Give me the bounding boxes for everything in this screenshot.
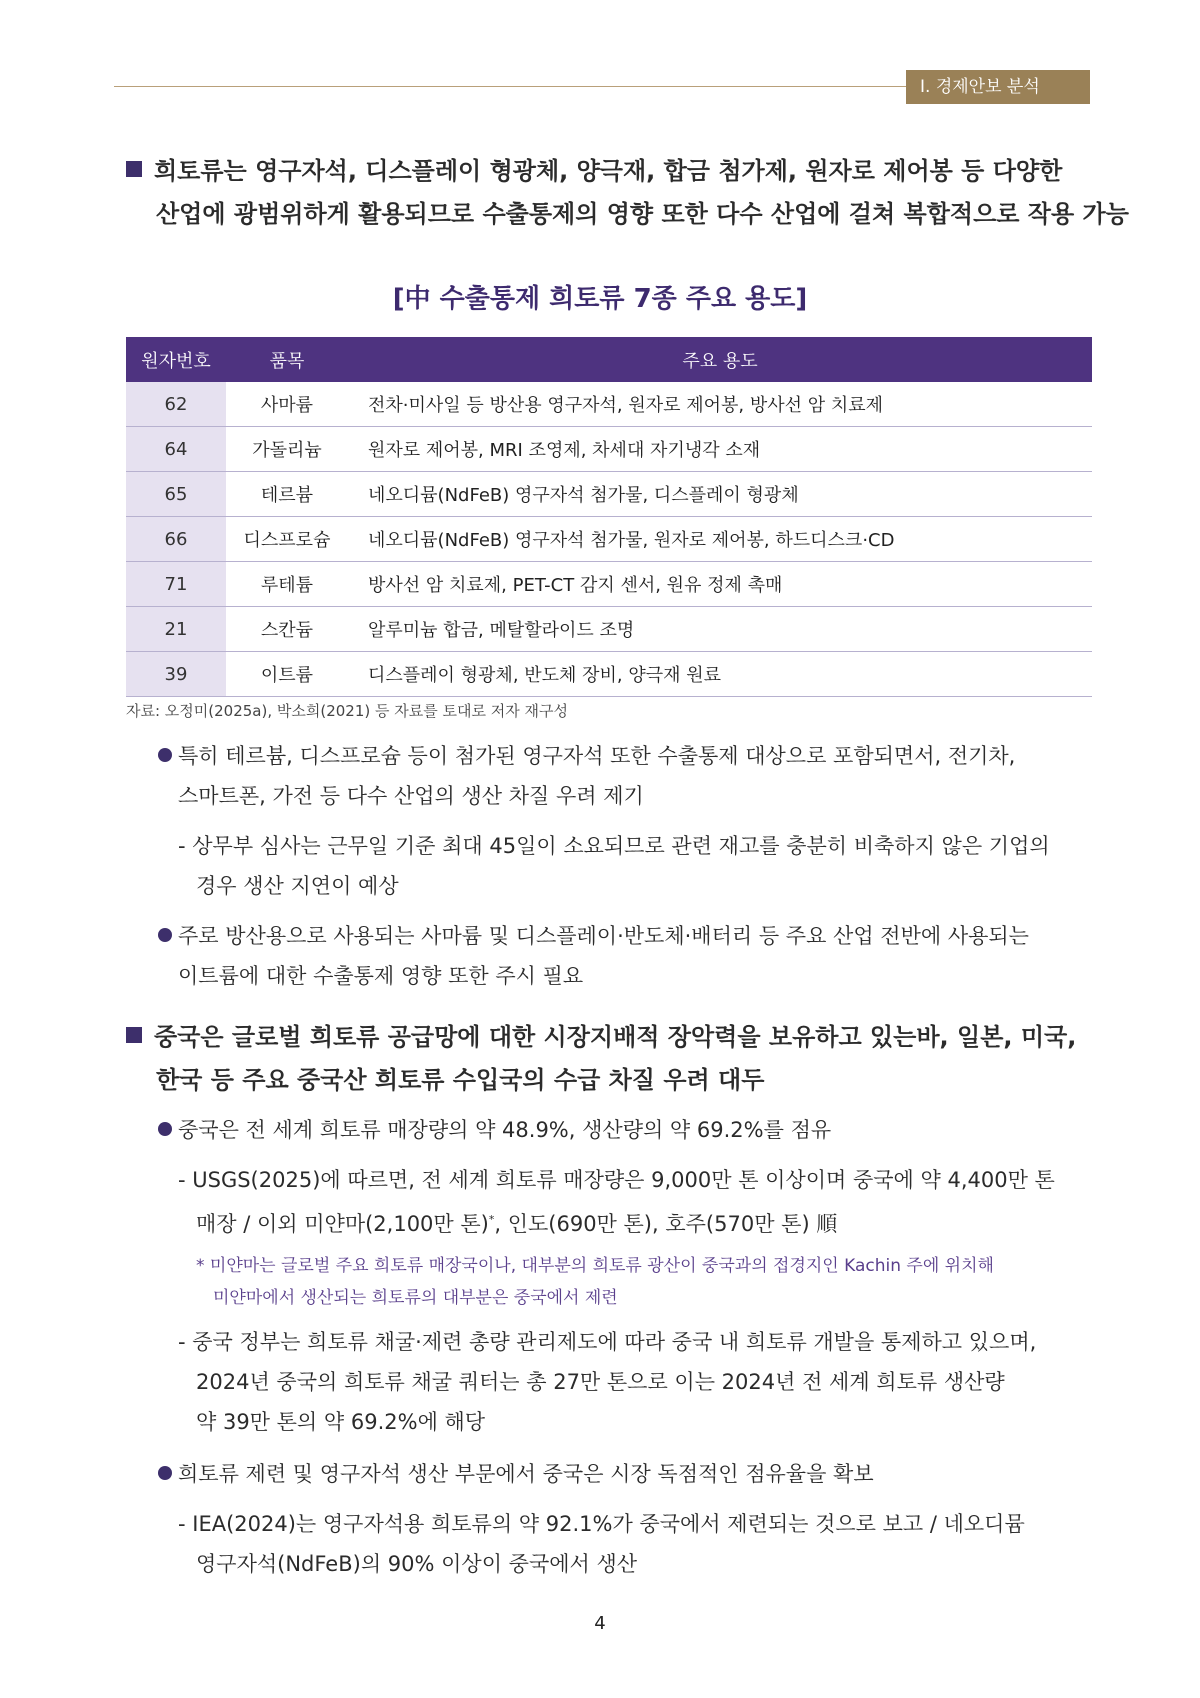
section-heading-1 bbox=[126, 150, 1129, 236]
section-heading-2-line1: 중국은 글로벌 희토류 공급망에 대한 시장지배적 장악력을 보유하고 있는바, 일본, 미국, bbox=[154, 1023, 1077, 1051]
cell-item: 사마륨 bbox=[226, 382, 348, 427]
footnote-marker: * bbox=[488, 1213, 495, 1226]
table-row bbox=[126, 382, 1092, 427]
table-row bbox=[126, 472, 1092, 517]
footnote bbox=[196, 1250, 1094, 1314]
cell-use: 알루미늄 합금, 메탈할라이드 조명 bbox=[348, 607, 1092, 652]
cell-use: 네오디뮴(NdFeB) 영구자석 첨가물, 원자로 제어봉, 하드디스크·CD bbox=[348, 517, 1092, 562]
section-heading-2-line2: 한국 등 주요 중국산 희토류 수입국의 수급 차질 우려 대두 bbox=[156, 1066, 765, 1094]
bullet-text-cont: 이트륨에 대한 수출통제 영향 또한 주시 필요 bbox=[178, 964, 584, 988]
bullet-text: 주로 방산용으로 사용되는 사마륨 및 디스플레이·반도체·배터리 등 주요 산업 전반에 사용되는 bbox=[178, 924, 1029, 948]
footnote-text-cont: 미얀마에서 생산되는 희토류의 대부분은 중국에서 제련 bbox=[213, 1288, 618, 1308]
table-source-note: 자료: 오정미(2025a), 박소희(2021) 등 자료를 토대로 저자 재구성 bbox=[126, 702, 568, 720]
table-row bbox=[126, 517, 1092, 562]
rare-earth-table bbox=[126, 337, 1092, 697]
cell-atomic-number: 64 bbox=[126, 427, 226, 472]
cell-atomic-number: 62 bbox=[126, 382, 226, 427]
header-main-use: 주요 용도 bbox=[348, 337, 1092, 382]
dash-item bbox=[178, 1322, 1094, 1442]
bullet-item bbox=[158, 916, 1094, 996]
page-number: 4 bbox=[594, 1613, 606, 1634]
square-bullet-icon bbox=[126, 161, 142, 177]
bullet-item bbox=[158, 1110, 1094, 1150]
bullet-text: 특히 테르븀, 디스프로슘 등이 첨가된 영구자석 또한 수출통제 대상으로 포함되면서, 전기차, bbox=[178, 744, 1016, 768]
cell-item: 디스프로슘 bbox=[226, 517, 348, 562]
cell-item: 스칸듐 bbox=[226, 607, 348, 652]
cell-item: 루테튬 bbox=[226, 562, 348, 607]
bullet-text: 희토류 제련 및 영구자석 생산 부문에서 중국은 시장 독점적인 점유율을 확보 bbox=[178, 1462, 874, 1486]
cell-use: 원자로 제어봉, MRI 조영제, 차세대 자기냉각 소재 bbox=[348, 427, 1092, 472]
cell-item: 이트륨 bbox=[226, 652, 348, 697]
bullet-dot-icon bbox=[158, 1466, 172, 1480]
cell-use: 방사선 암 치료제, PET-CT 감지 센서, 원유 정제 촉매 bbox=[348, 562, 1092, 607]
cell-atomic-number: 66 bbox=[126, 517, 226, 562]
bullet-dot-icon bbox=[158, 928, 172, 942]
bullet-item bbox=[158, 1454, 1094, 1494]
table-row bbox=[126, 562, 1092, 607]
table-row bbox=[126, 652, 1092, 697]
bullet-dot-icon bbox=[158, 748, 172, 762]
bullet-text-cont: 스마트폰, 가전 등 다수 산업의 생산 차질 우려 제기 bbox=[178, 784, 644, 808]
section-heading-1-line2: 산업에 광범위하게 활용되므로 수출통제의 영향 또한 다수 산업에 걸쳐 복합적으로 작용 가능 bbox=[156, 200, 1129, 228]
dash-item bbox=[178, 1504, 1094, 1584]
section-heading-1-line1: 희토류는 영구자석, 디스플레이 형광체, 양극재, 합금 첨가제, 원자로 제어봉 등 다양한 bbox=[154, 157, 1063, 185]
table-row bbox=[126, 607, 1092, 652]
table-header-row bbox=[126, 337, 1092, 382]
square-bullet-icon bbox=[126, 1027, 142, 1043]
dash-text: - IEA(2024)는 영구자석용 희토류의 약 92.1%가 중국에서 제련되는 것으로 보고 / 네오디뮴 bbox=[178, 1512, 1025, 1536]
cell-atomic-number: 39 bbox=[126, 652, 226, 697]
cell-atomic-number: 71 bbox=[126, 562, 226, 607]
footnote-text: * 미얀마는 글로벌 주요 희토류 매장국이나, 대부분의 희토류 광산이 중국과의 접경지인 Kachin 주에 위치해 bbox=[196, 1256, 994, 1276]
table-title: [中 수출통제 희토류 7종 주요 용도] bbox=[392, 284, 808, 314]
bullet-dot-icon bbox=[158, 1122, 172, 1136]
dash-text-part: 매장 / 이외 미얀마(2,100만 톤) bbox=[196, 1212, 489, 1236]
table-row bbox=[126, 427, 1092, 472]
dash-text-cont: 약 39만 톤의 약 69.2%에 해당 bbox=[196, 1410, 486, 1434]
header-atomic-number: 원자번호 bbox=[126, 337, 226, 382]
dash-text: - 중국 정부는 희토류 채굴·제련 총량 관리제도에 따라 중국 내 희토류 개발을 통제하고 있으며, bbox=[178, 1330, 1037, 1354]
dash-text-cont: 영구자석(NdFeB)의 90% 이상이 중국에서 생산 bbox=[196, 1552, 638, 1576]
dash-text: - 상무부 심사는 근무일 기준 최대 45일이 소요되므로 관련 재고를 충분히 비축하지 않은 기업의 bbox=[178, 834, 1050, 858]
cell-item: 테르븀 bbox=[226, 472, 348, 517]
dash-text-part: , 인도(690만 톤), 호주(570만 톤) 順 bbox=[494, 1212, 838, 1236]
dash-text-cont: 경우 생산 지연이 예상 bbox=[196, 874, 399, 898]
dash-text-cont: 2024년 중국의 희토류 채굴 쿼터는 총 27만 톤으로 이는 2024년 전 세계 희토류 생산량 bbox=[196, 1370, 1005, 1394]
header-item: 품목 bbox=[226, 337, 348, 382]
dash-text-cont bbox=[178, 1200, 1094, 1244]
section-heading-2 bbox=[126, 1016, 1076, 1102]
cell-atomic-number: 21 bbox=[126, 607, 226, 652]
section-badge: Ⅰ. 경제안보 분석 bbox=[906, 70, 1090, 104]
cell-use: 네오디뮴(NdFeB) 영구자석 첨가물, 디스플레이 형광체 bbox=[348, 472, 1092, 517]
cell-item: 가돌리늄 bbox=[226, 427, 348, 472]
cell-use: 디스플레이 형광체, 반도체 장비, 양극재 원료 bbox=[348, 652, 1092, 697]
cell-use: 전차·미사일 등 방산용 영구자석, 원자로 제어봉, 방사선 암 치료제 bbox=[348, 382, 1092, 427]
header-rule bbox=[114, 86, 906, 87]
bullet-text: 중국은 전 세계 희토류 매장량의 약 48.9%, 생산량의 약 69.2%를 점유 bbox=[178, 1118, 832, 1142]
cell-atomic-number: 65 bbox=[126, 472, 226, 517]
dash-item bbox=[178, 1160, 1094, 1244]
dash-item bbox=[178, 826, 1094, 906]
bullet-item bbox=[158, 736, 1094, 816]
dash-text: - USGS(2025)에 따르면, 전 세계 희토류 매장량은 9,000만 톤 이상이며 중국에 약 4,400만 톤 bbox=[178, 1168, 1055, 1192]
